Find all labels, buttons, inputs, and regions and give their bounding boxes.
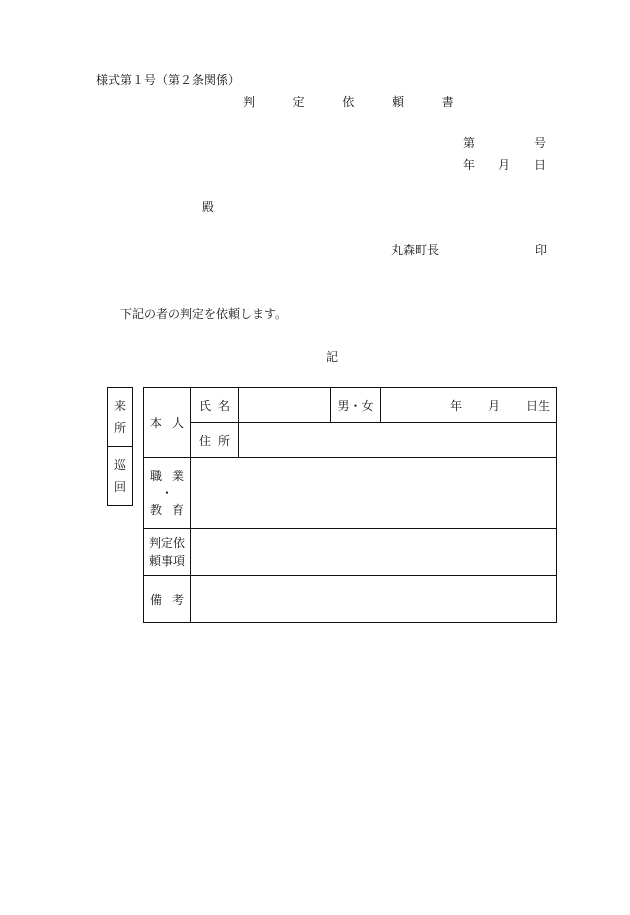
name-label (191, 388, 239, 423)
date-month: 月 (498, 158, 511, 172)
occupation-field[interactable] (191, 458, 557, 529)
name-field[interactable] (239, 388, 331, 423)
address-label (191, 423, 239, 458)
addressee-dono: 殿 (202, 200, 215, 214)
visit-type-raisho (108, 388, 132, 446)
char: 所 (217, 433, 230, 448)
char: 名 (217, 398, 230, 413)
remarks-field[interactable] (191, 576, 557, 623)
address-field[interactable] (239, 423, 557, 458)
char: 考 (171, 592, 184, 607)
visit-type-junkai (108, 446, 132, 505)
char: 備 (150, 592, 163, 607)
dob-day: 日生 (525, 398, 550, 413)
title-char: 頼 (392, 95, 405, 109)
char: 教 (150, 502, 163, 517)
char: ・ (160, 485, 173, 500)
title-char: 定 (292, 95, 305, 109)
char: 所 (113, 421, 126, 435)
date-day: 日 (534, 158, 547, 172)
body-text: 下記の者の判定を依頼します。 (120, 307, 288, 321)
char: 頼事項 (148, 554, 185, 568)
doc-number-go: 号 (534, 136, 547, 150)
seal-mark: 印 (535, 243, 548, 257)
doc-number-dai: 第 (463, 136, 476, 150)
char: 職 (150, 468, 163, 483)
document-title (243, 93, 454, 110)
sender-name: 丸森町長 (391, 243, 440, 257)
remarks-label (144, 576, 191, 623)
sex-field[interactable] (331, 388, 381, 423)
date-year: 年 (463, 158, 476, 172)
char: 本 (150, 416, 163, 430)
dob-field[interactable] (381, 388, 557, 423)
char: 判定依 (148, 536, 185, 550)
char: 氏 (199, 398, 212, 413)
visit-type-box (107, 387, 133, 506)
request-items-field[interactable] (191, 529, 557, 576)
char: 育 (171, 502, 184, 517)
honnin-label (144, 388, 191, 458)
char: 回 (113, 480, 126, 494)
title-char: 書 (441, 95, 454, 109)
char: 人 (171, 416, 184, 430)
char: 住 (199, 433, 212, 448)
occupation-label (144, 458, 191, 529)
ki-label: 記 (326, 350, 339, 364)
sex-label: 男・女 (337, 398, 374, 413)
title-char: 判 (243, 95, 256, 109)
request-items-label (144, 529, 191, 576)
dob-month: 月 (487, 398, 500, 413)
form-number: 様式第１号（第２条関係） (96, 73, 241, 87)
title-char: 依 (342, 95, 355, 109)
char: 業 (171, 468, 184, 483)
dob-year: 年 (449, 398, 462, 413)
request-table (143, 387, 557, 623)
char: 巡 (113, 458, 126, 472)
char: 来 (113, 399, 126, 413)
